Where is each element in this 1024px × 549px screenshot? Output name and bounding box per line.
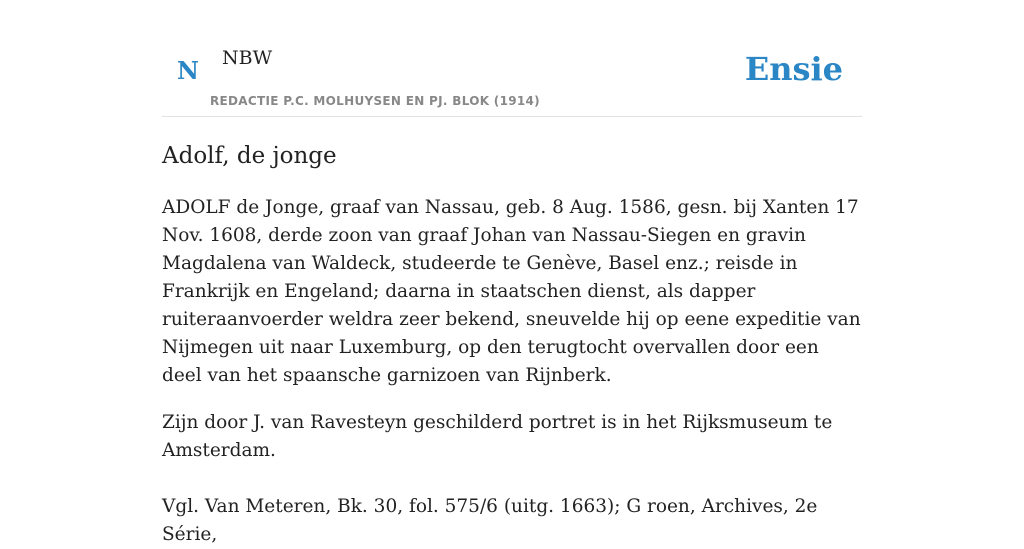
article-title: Adolf, de jonge xyxy=(162,143,337,169)
article-paragraph: ADOLF de Jonge, graaf van Nassau, geb. 8 Aug. 1586, gesn. bij Xanten 17 Nov. 1608, derde zoon van graaf Johan van Nassau-Siegen en gravin Magdalena van Waldeck, studeerde te Genève, Basel enz.; reisde in Frankrijk en Engeland; daarna in staatschen dienst, als dapper ruiteraanvoerder weldra zeer bekend, sneuvelde hij op eene expeditie van Nijmegen uit naar Luxemburg, op den terugtocht overvallen door een deel van het spaansche garnizoen van Rijnberk. xyxy=(162,197,861,386)
page-header xyxy=(162,0,862,117)
source-subtitle: REDACTIE P.C. MOLHUYSEN EN PJ. BLOK (1914) xyxy=(210,94,540,108)
source-logo-icon[interactable]: N xyxy=(177,56,199,85)
article-page xyxy=(162,0,862,549)
source-name[interactable]: NBW xyxy=(222,47,273,69)
ensie-logo[interactable]: Ensie xyxy=(744,50,843,88)
article-reference: Vgl. Van Meteren, Bk. 30, fol. 575/6 (uitg. 1663); G roen, Archives, 2e Série, xyxy=(162,496,818,545)
article-paragraph: Zijn door J. van Ravesteyn geschilderd portret is in het Rijksmuseum te Amsterdam. xyxy=(162,412,833,461)
